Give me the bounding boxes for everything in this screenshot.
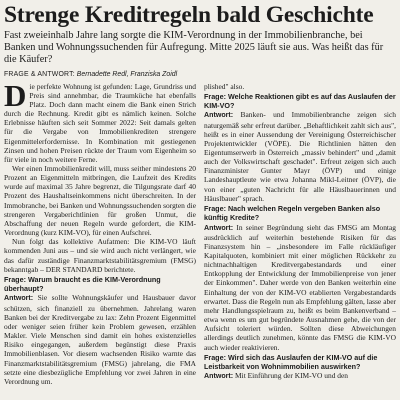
lead-paragraph: Fast zweieinhalb Jahre lang sorgte die KIM-Verordnung in der Immobilienbranche, bei Banken und Wohnungssuchenden für Aufregung. Mitte 2025 läuft sie aus. Was heißt das für die Käufer? <box>4 30 384 66</box>
answer-label: Antwort: <box>4 294 34 303</box>
intro-paragraph <box>4 77 196 164</box>
answer-label: Antwort: <box>204 372 234 381</box>
question-heading: Frage: Welche Reaktionen gibt es auf das Auslaufen der KIM-VO? <box>204 91 396 110</box>
continued-text: plished" also. <box>204 81 245 91</box>
dropcap: D <box>4 77 27 113</box>
answer-paragraph <box>204 110 396 203</box>
answer-text: Banken- und Immobilienbranche zeigen sich naturgemäß sehr erfreut darüber. „Behaftlichkeit zahlt sich aus", heißt es in einer Aussendung der Vereinigung Österreichischer Projektentwickler (VÖPE). Die Richtlinien hätten den Eigentumserwerb in Österreich „massiv behindert" und „damit auch der Volkswirtschaft geschadet". Erfreut zeigen sich auch Finanzminister Gunter Mayr (ÖVP) und einige Landeshauptleute wie etwa Johanna Mikl-Leitner (ÖVP), die von einer „guten Nachricht für alle Häuslbauerinnen und Häuslbauer" sprach. <box>204 110 396 203</box>
question-heading: Frage: Wird sich das Auslaufen der KIM-VO auf die Leistbarkeit von Wohnimmobilien auswirken? <box>204 352 378 371</box>
headline: Strenge Kreditregeln bald Geschichte <box>4 2 374 28</box>
byline <box>4 70 396 80</box>
question-heading: Frage: Nach welchen Regeln vergeben Banken also künftig Kredite? <box>204 203 381 222</box>
byline-authors: Bernadette Redl, Franziska Zoidl <box>76 70 178 78</box>
body-paragraph: Nun folgt das kollektive Aufatmen: Die KIM-VO läuft kommenden Juni aus – und sie wird auch nicht verlängert, wie das dafür zuständige Finanzmarktstabilitätsgremium (FMSG) bekanntgab – DER STANDARD berichtete. <box>4 237 196 274</box>
question-heading: Frage: Warum braucht es die KIM-Verordnung überhaupt? <box>4 274 161 293</box>
answer-paragraph <box>204 223 396 352</box>
answer-text: Mit Einführung der KIM-VO und den <box>235 371 349 381</box>
answer-paragraph <box>4 293 196 386</box>
answer-text: Sie sollte Wohnungskäufer und Hausbauer davor schützen, sich finanziell zu übernehmen. Jahrelang waren Banken bei der Kreditvergabe zu lax: Zehn Prozent Eigenmittel oder weniger seien früher kein Problem gewesen, erzählen Makler. Viele Menschen sind damit ein hohes existenzielles Risiko eingegangen, außerdem begünstigt diese Praxis Immobilienblasen. Vor diesem wachsenden Risiko warnte das Finanzmarktstabilitätsgremium (FMSG) jahrelang, die FMA setzte eine diesbezügliche Empfehlung vor zwei Jahren in eine Verordnung um. <box>4 293 197 386</box>
answer-text: In seiner Begründung sieht das FMSG am Montag ausdrücklich auf weiterhin bestehende Risiken für das Finanzsystem hin – „insbesondere im Falle rückläufiger Kapitalquoten, kombiniert mit einer möglichen Rückkehr zu nichtnachhaltigen Kreditvergabestandards und einer Entkopplung der Entwicklung der Immobilienpreise von jener der Einkommen". Daher werde von den Banken weiterhin eine Einhaltung der von der KIM-VO etablierten Vergabestandards erwartet. Dass die Regeln nun als Empfehlung gälten, lasse aber mehr Handlungsspielraum zu, heißt es beim Bankenverband – etwa wenn es um gut begründete Ausnahmen gehe, die von der Aufsicht toleriert würden. Sollten diese Abweichungen allerdings deutlich zunehmen, könnte das FMSG die KIM-VO auch wieder reaktivieren. <box>204 222 397 352</box>
byline-kicker: FRAGE & ANTWORT: <box>4 70 75 78</box>
intro-text: ie perfekte Wohnung ist gefunden: Lage, Grundriss und Preis sind annehmbar, die Traumküche hat ebenfalls Platz. Doch dann macht einem die Bank einen Strich durch die Rechnung. Kredit gibt es nämlich keinen. Solche Erlebnisse häuften sich seit Sommer 2022: Seit damals gelten für die Vergabe von Immobilienkrediten strengere Eigenmittelerfordernisse. In Kombination mit gestiegenen Zinsen und hohen Preisen rückte der Traum vom Eigenheim so für viele in noch weitere Ferne. <box>4 81 196 164</box>
answer-label: Antwort: <box>204 223 234 232</box>
article-body <box>4 77 397 386</box>
body-paragraph: Wer einen Immobilienkredit will, muss seither mindestens 20 Prozent an Eigenmitteln mitbringen, die Laufzeit des Kredits wurde auf maximal 35 Jahre begrenzt, die Tilgungsrate darf 40 Prozent des Haushaltseinkommens nicht überschreiten. In der Immobranche, bei Banken und Wohnungssuchenden sorgten die strengeren Vergaberichtlinien für großen Unmut, die Abschaffung der neuen Regeln wurde gefordert, die KIM-Verordnung (kurz KIM-VO), für einen Aufschrei. <box>4 164 196 238</box>
left-column <box>4 77 197 386</box>
answer-label: Antwort: <box>204 111 234 120</box>
right-column <box>204 82 396 386</box>
answer-paragraph <box>204 371 396 381</box>
